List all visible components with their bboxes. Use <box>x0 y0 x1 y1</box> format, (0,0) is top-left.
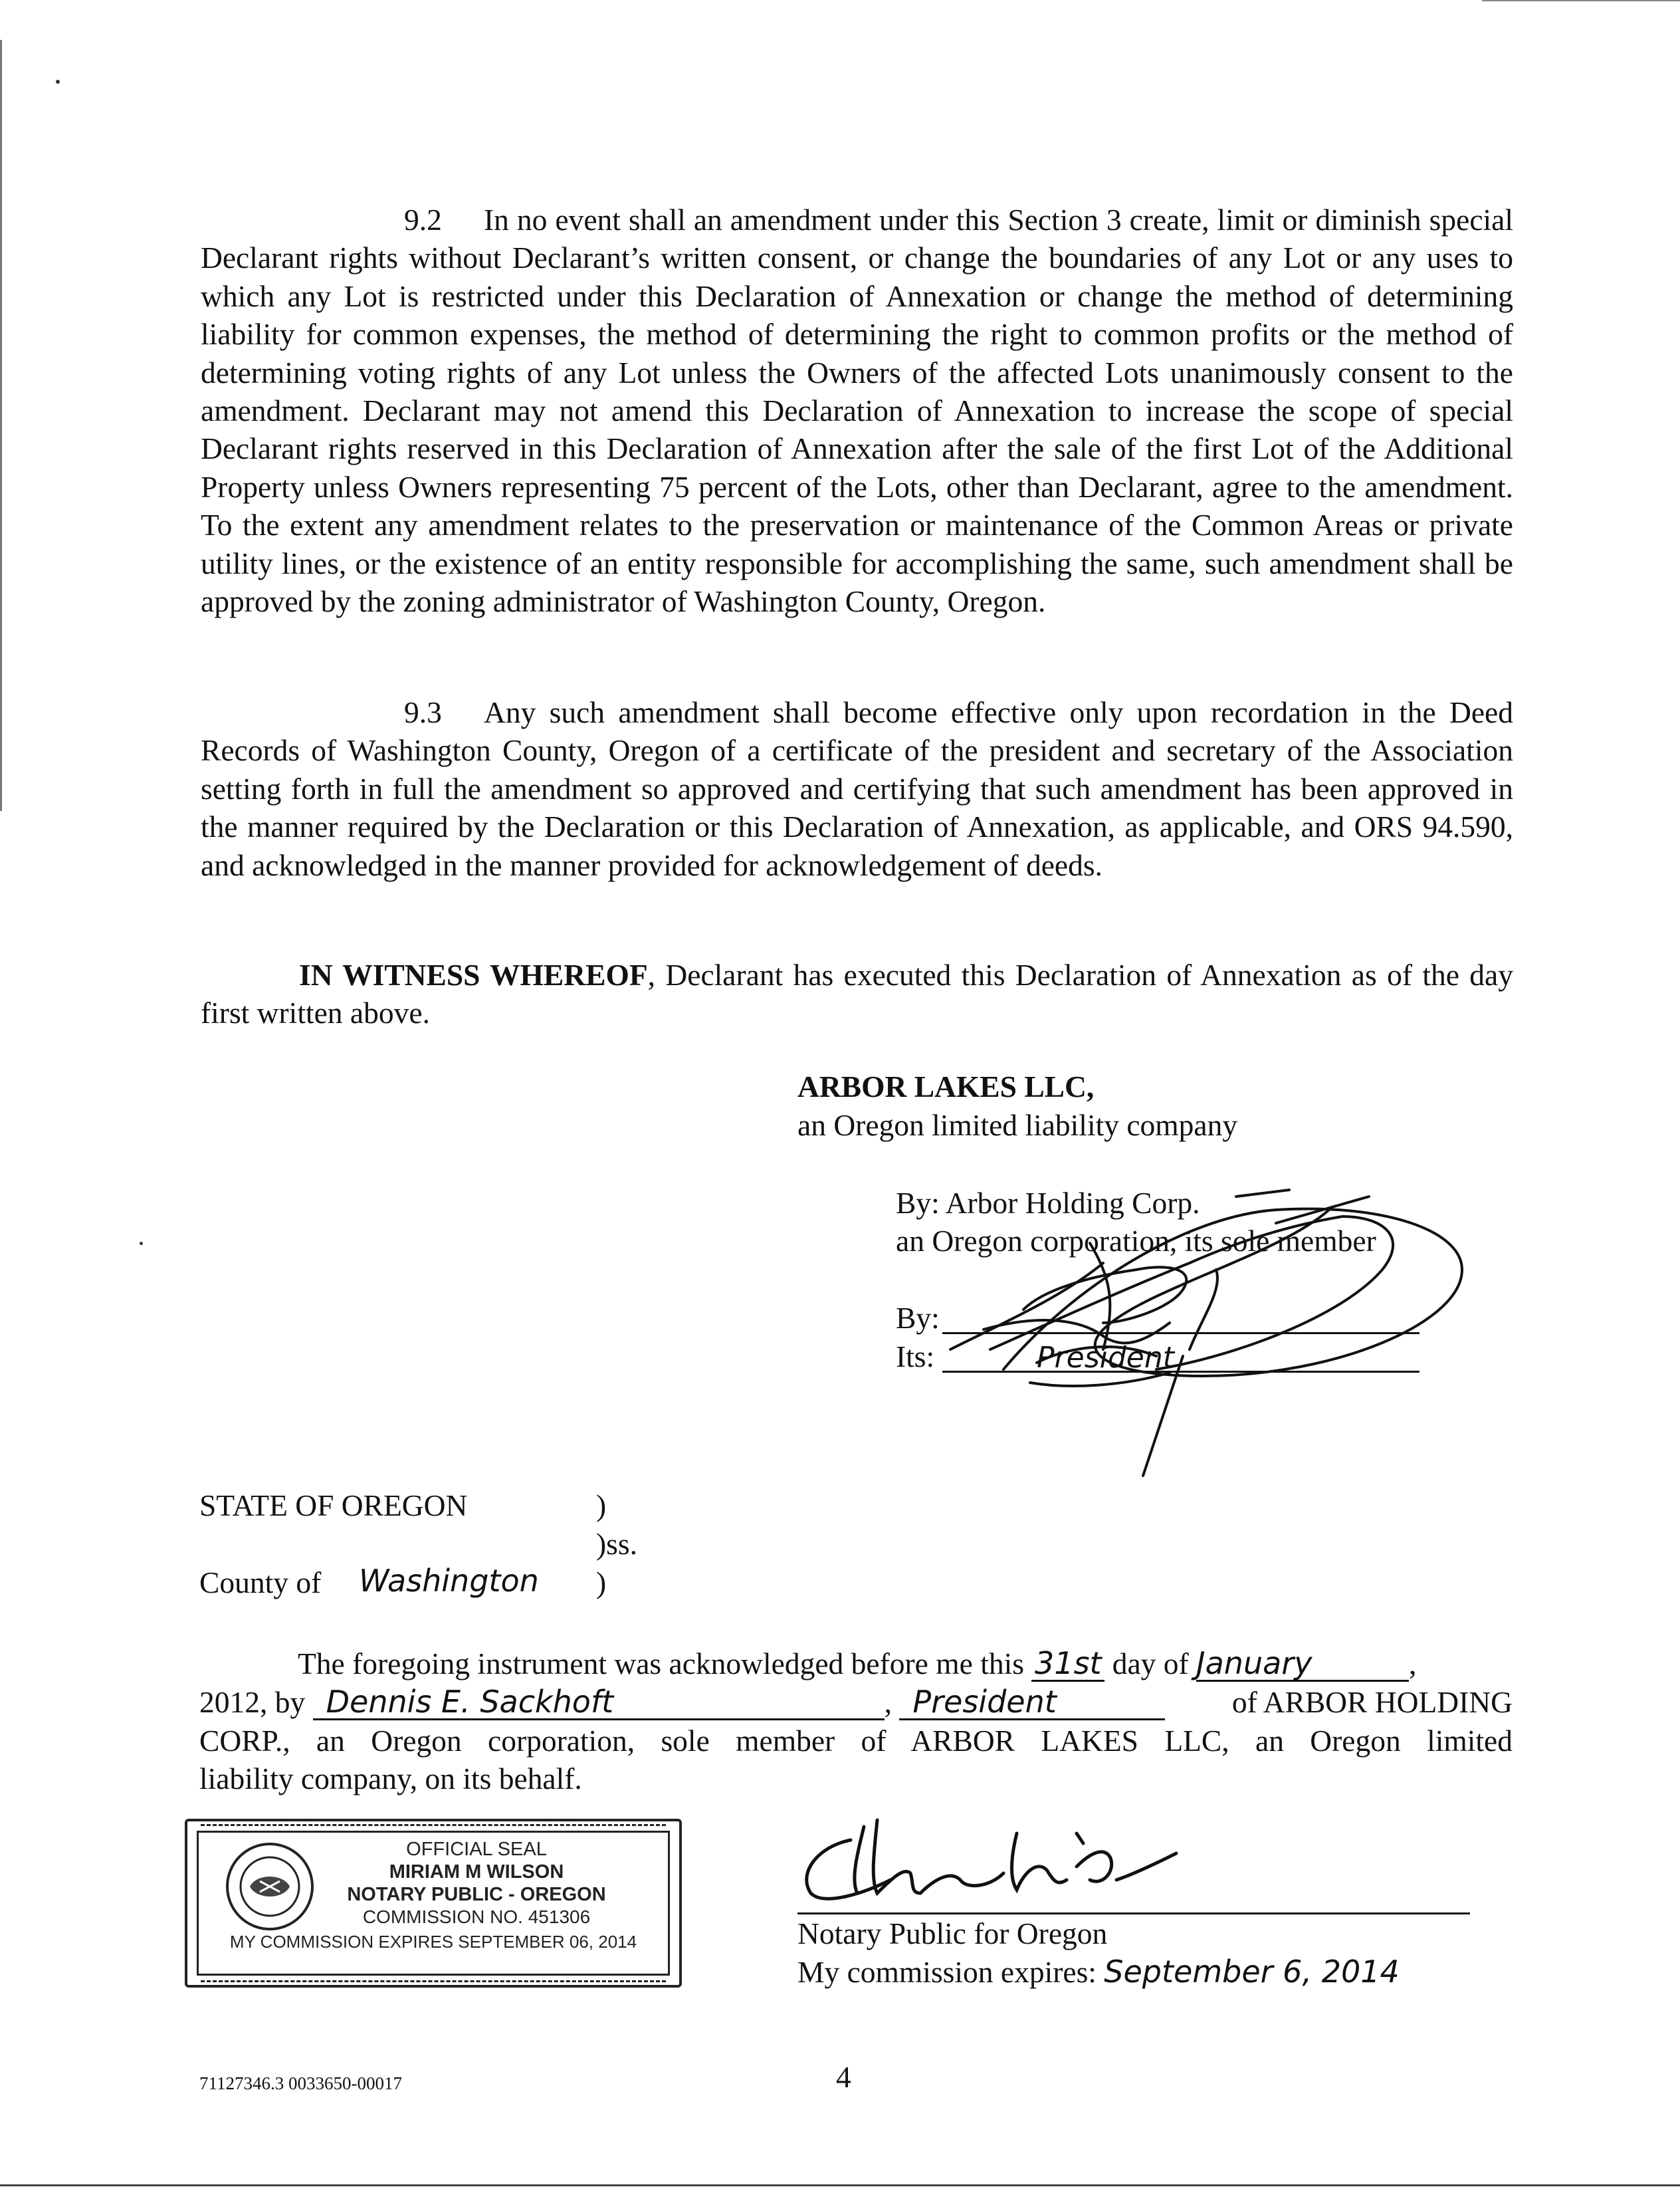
page-number: 4 <box>836 2060 851 2094</box>
ack-day: 31st <box>1031 1647 1104 1682</box>
seal-expiration: MY COMMISSION EXPIRES SEPTEMBER 06, 2014 <box>229 1932 637 1952</box>
county-label: County of <box>199 1565 322 1599</box>
state-label: STATE OF OREGON <box>199 1488 468 1522</box>
scan-edge-bottom <box>0 2184 1680 2186</box>
section-number: 9.2 <box>404 203 442 237</box>
expires-handwritten: September 6, 2014 <box>1104 1954 1400 1990</box>
company-description: an Oregon limited liability company <box>797 1108 1238 1142</box>
notary-signature <box>791 1807 1216 1913</box>
document-id: 71127346.3 0033650-00017 <box>199 2073 402 2093</box>
company-name: ARBOR LAKES LLC, <box>797 1070 1095 1103</box>
scan-speck <box>56 80 60 84</box>
scan-edge-left <box>0 40 2 811</box>
section-text: In no event shall an amendment under this Section 3 create, limit or diminish special Declarant rights without Declarant’s written consent, or change the boundaries of any Lot or any uses to which any Lot is restricted under this Declaration of Annexation or change the method of determining liability for common expenses, the method of determining the right to common profits or the method of determining voting rights of any Lot unless the Owners of the affected Lots unanimously consent to the amendment. Declarant may not amend this Declaration of Annexation to increase the scope of special Declarant rights reserved in this Declaration of Annexation after the sale of the first Lot of the Additional Property unless Owners representing 75 percent of the Lots, other than Declarant, agree to the amendment. To the extent any amendment relates to the preservation or maintenance of the Common Areas or private utility lines, or the existence of an entity responsible for accomplishing the same, such amendment shall be approved by the zoning administrator of Washington County, Oregon. <box>201 203 1513 619</box>
notary-expiration <box>797 1953 1400 1991</box>
scan-edge-top <box>1482 0 1680 1</box>
county-handwritten: Washington <box>359 1563 539 1599</box>
witness-text: , Declarant has executed this Declaration of Annexation as of the day first written above. <box>201 958 1513 1030</box>
seal-title: OFFICIAL SEAL <box>406 1839 547 1860</box>
section-text: Any such amendment shall become effective only upon recordation in the Deed Records of Washington County, Oregon of a certificate of the president and secretary of the Association setting forth in full the amendment so approved and certifying that such amendment has been approved in the manner required by the Declaration or this Declaration of Annexation, as applicable, and ORS 94.590, and acknowledged in the manner provided for acknowledgement of deeds. <box>201 695 1513 882</box>
ack-title: President <box>899 1685 1165 1720</box>
ack-day-of: day of <box>1112 1647 1189 1680</box>
seal-commission-number: COMMISSION NO. 451306 <box>362 1906 591 1927</box>
section-number: 9.3 <box>404 695 442 729</box>
ack-line-4: liability company, on its behalf. <box>199 1762 582 1795</box>
seal-border-pattern <box>201 1975 666 1982</box>
ss-label: )ss. <box>596 1527 637 1561</box>
by-line: By: Arbor Holding Corp. <box>896 1186 1200 1220</box>
seal-notary-name: MIRIAM M WILSON <box>389 1861 564 1883</box>
ack-line-3: CORP., an Oregon corporation, sole member of ARBOR LAKES LLC, an Oregon limited <box>199 1724 1513 1758</box>
by-label: By: <box>896 1301 940 1335</box>
section-9-2 <box>201 201 1513 620</box>
witness-clause <box>201 956 1513 1032</box>
notary-title: Notary Public for Oregon <box>797 1916 1108 1950</box>
ack-name: Dennis E. Sackhoft <box>313 1685 885 1720</box>
state-seal-emblem <box>223 1840 316 1933</box>
ack-line2-end: of ARBOR HOLDING <box>1231 1685 1513 1719</box>
witness-lead: IN WITNESS WHEREOF <box>299 958 648 992</box>
scan-speck <box>140 1242 143 1245</box>
state-paren: ) <box>596 1488 607 1522</box>
notary-seal <box>185 1819 682 1988</box>
ack-line-1 <box>298 1645 1416 1682</box>
ack-intro: The foregoing instrument was acknowledged before me this <box>298 1647 1024 1680</box>
ack-line1-end: , <box>1409 1647 1417 1680</box>
section-9-3 <box>201 693 1513 884</box>
ack-comma: , <box>884 1685 892 1719</box>
its-label: Its: <box>896 1339 935 1373</box>
by-description: an Oregon corporation, its sole member <box>896 1224 1376 1258</box>
ack-year: 2012, by <box>199 1685 306 1719</box>
ack-line-2 <box>199 1683 1513 1721</box>
expires-label: My commission expires: <box>797 1955 1097 1989</box>
county-paren: ) <box>596 1565 607 1599</box>
ack-month: January <box>1196 1647 1409 1682</box>
seal-notary-state: NOTARY PUBLIC - OREGON <box>347 1884 606 1905</box>
seal-border-pattern <box>201 1824 666 1831</box>
officer-signature <box>904 1157 1489 1489</box>
its-handwritten-title: President <box>1037 1341 1174 1375</box>
